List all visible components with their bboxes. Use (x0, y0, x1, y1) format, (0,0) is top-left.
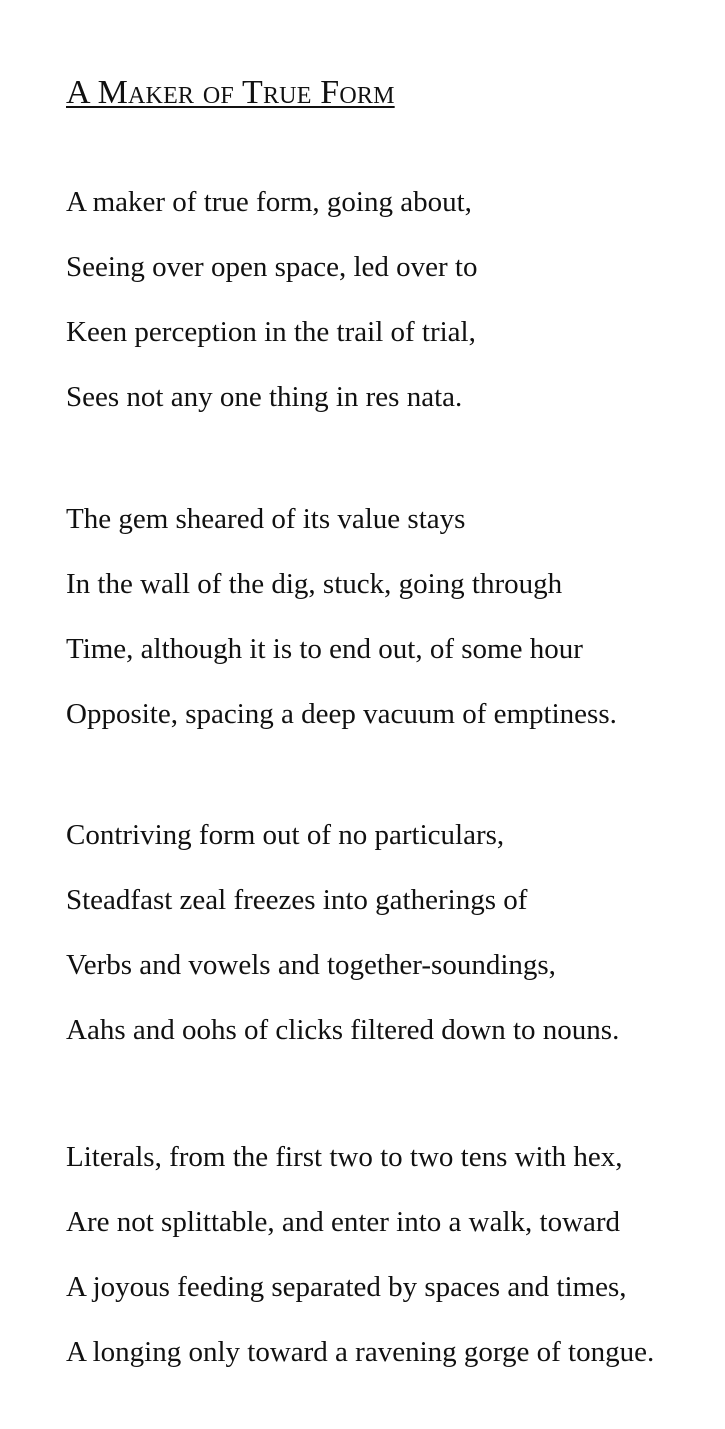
poem-line: Sees not any one thing in res nata. (66, 381, 463, 413)
poem-line: Are not splittable, and enter into a walk, toward (66, 1206, 621, 1238)
poem-line: The gem sheared of its value stays (66, 503, 466, 535)
poem-line: Steadfast zeal freezes into gatherings of (66, 884, 528, 916)
poem-line: A joyous feeding separated by spaces and times, (66, 1271, 627, 1303)
poem-title: A Maker of True Form (66, 74, 395, 111)
poem-line: Time, although it is to end out, of some hour (66, 633, 583, 665)
poem-line: A maker of true form, going about, (66, 186, 472, 218)
poem-line: In the wall of the dig, stuck, going through (66, 568, 563, 600)
poem-line: Contriving form out of no particulars, (66, 819, 505, 851)
poem-line: A longing only toward a ravening gorge of tongue. (66, 1336, 655, 1368)
poem-line: Seeing over open space, led over to (66, 251, 478, 283)
poem-line: Opposite, spacing a deep vacuum of emptiness. (66, 698, 617, 730)
poem-line: Literals, from the first two to two tens with hex, (66, 1141, 623, 1173)
poem-line: Keen perception in the trail of trial, (66, 316, 476, 348)
poem-line: Verbs and vowels and together-soundings, (66, 949, 556, 981)
poem-line: Aahs and oohs of clicks filtered down to nouns. (66, 1014, 620, 1046)
